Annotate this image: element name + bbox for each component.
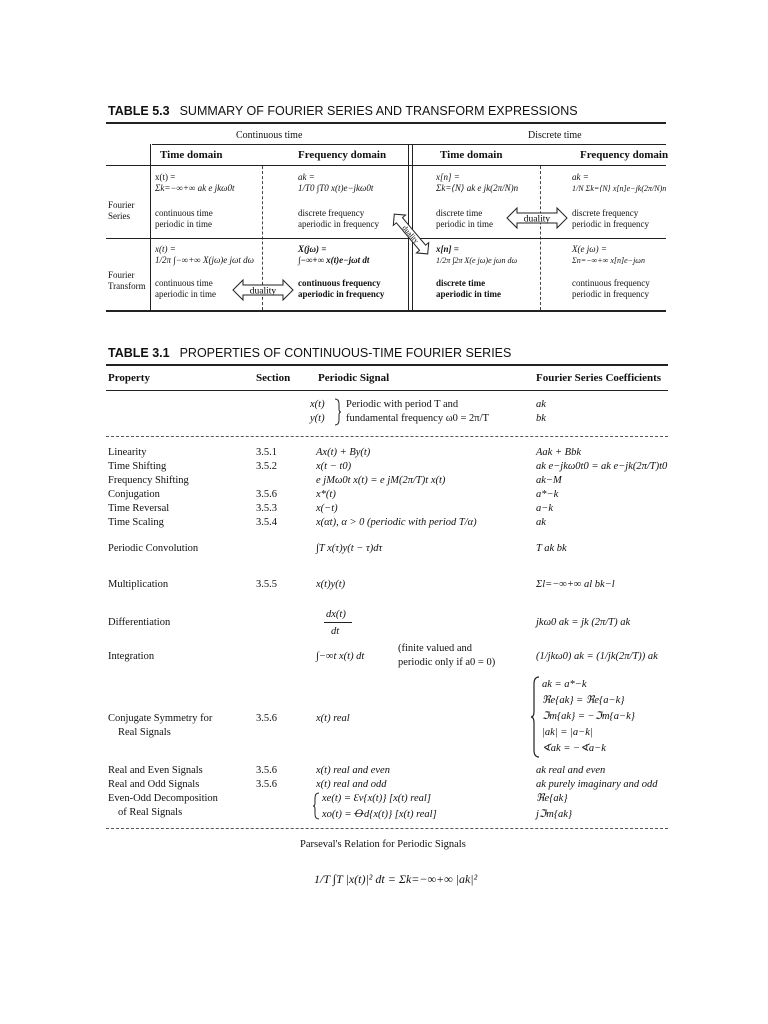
integration-note2: periodic only if a0 = 0)	[398, 657, 496, 668]
real-odd-section: 3.5.6	[256, 779, 277, 790]
table-3-1-header-rule	[106, 390, 668, 391]
fs-ct-freq-eq2: 1/T0 ∫T0 x(t)e−jkω0t	[298, 183, 374, 193]
multiplication-signal: x(t)y(t)	[316, 579, 346, 590]
dashed-separator-bottom	[106, 828, 668, 829]
row-section: 3.5.1	[256, 447, 277, 458]
ft-ct-time-desc1: continuous time	[155, 278, 213, 288]
row-section: 3.5.6	[256, 489, 277, 500]
row-property: Conjugation	[108, 489, 160, 500]
even-odd-signal-line2: xo(t) = Ꝋd{x(t)} [x(t) real]	[322, 809, 437, 820]
even-odd-brace	[312, 792, 320, 820]
even-odd-coeff-line1: ℜe{ak}	[536, 793, 568, 804]
fs-ct-time-desc1: continuous time	[155, 208, 213, 218]
fs-dt-time-eq1: x[n] =	[436, 172, 460, 182]
duality-label-dt: duality	[523, 214, 551, 225]
def-brace	[334, 398, 342, 426]
table-3-1-caption: PROPERTIES OF CONTINUOUS-TIME FOURIER SERIES	[179, 346, 512, 360]
col-section: Section	[256, 372, 291, 384]
ft-dt-time-cell	[436, 244, 538, 300]
def-text-line1: Periodic with period T and	[346, 399, 459, 410]
integration-note1: (finite valued and	[398, 643, 473, 654]
ft-ct-freq-eq2: ∫−∞+∞ x(t)e−jωt dt	[298, 255, 370, 265]
fs-ct-time-eq1: x(t) =	[155, 172, 176, 182]
table-3-1-top-rule	[106, 364, 668, 366]
row-section: 3.5.2	[256, 461, 277, 472]
row-label-ft-line1: Fourier	[108, 270, 135, 280]
conj-symmetry-coeff-1: ak = a*−k	[542, 679, 587, 690]
conj-symmetry-coeff-4: |ak| = |a−k|	[542, 727, 593, 738]
row-label-fs-line1: Fourier	[108, 200, 135, 210]
integration-property: Integration	[108, 651, 155, 662]
row-label-ft-line2: Transform	[108, 281, 146, 291]
row-label-fourier-series	[108, 200, 135, 222]
real-even-coeff: ak real and even	[536, 765, 606, 776]
periodic-convolution-coeff: T ak bk	[536, 543, 567, 554]
row-signal: x(−t)	[316, 503, 338, 514]
conj-symmetry-coeff-3: ℑm{ak} = −ℑm{a−k}	[542, 711, 635, 722]
fs-dt-freq-eq1: ak =	[572, 172, 589, 182]
dt-time-domain-header: Time domain	[440, 149, 503, 161]
row-property: Time Scaling	[108, 517, 164, 528]
fs-dt-time-desc2: periodic in time	[436, 219, 493, 229]
fs-ct-freq-eq1: ak =	[298, 172, 315, 182]
def-ak: ak	[536, 399, 546, 410]
conj-symmetry-property-line1: Conjugate Symmetry for	[108, 713, 213, 724]
row-label-fs-line2: Series	[108, 211, 130, 221]
real-even-section: 3.5.6	[256, 765, 277, 776]
ft-dt-frequency-cell	[572, 244, 668, 300]
row-signal: e jMω0t x(t) = e jM(2π/T)t x(t)	[316, 475, 446, 486]
conj-symmetry-brace	[530, 676, 540, 758]
differentiation-coeff: jkω0 ak = jk (2π/T) ak	[536, 617, 631, 628]
conj-symmetry-signal: x(t) real	[316, 713, 350, 724]
table-3-1-number: TABLE 3.1	[108, 346, 170, 360]
ft-dt-freq-eq1: X(e jω) =	[572, 244, 607, 254]
row-property: Time Shifting	[108, 461, 167, 472]
ct-frequency-domain-header: Frequency domain	[298, 149, 387, 161]
fs-dt-frequency-cell	[572, 172, 668, 230]
multiplication-section: 3.5.5	[256, 579, 277, 590]
fs-ft-row-rule	[106, 238, 666, 239]
row-signal: x(t − t0)	[316, 461, 352, 472]
table-5-3-caption: SUMMARY OF FOURIER SERIES AND TRANSFORM EXPRESSIONS	[179, 104, 578, 118]
even-odd-property-line1: Even-Odd Decomposition	[108, 793, 218, 804]
dt-frequency-domain-header: Frequency domain	[580, 149, 669, 161]
periodic-convolution-property: Periodic Convolution	[108, 543, 199, 554]
real-odd-signal: x(t) real and odd	[316, 779, 387, 790]
ft-dt-time-eq1: x[n] =	[436, 244, 459, 254]
ft-ct-time-eq1: x(t) =	[155, 244, 176, 254]
ft-dt-freq-desc2: periodic in frequency	[572, 289, 649, 299]
def-text-line2: fundamental frequency ω0 = 2π/T	[346, 413, 489, 424]
row-coeff: Aak + Bbk	[536, 447, 581, 458]
ft-ct-freq-desc2: aperiodic in frequency	[298, 289, 385, 299]
multiplication-property: Multiplication	[108, 579, 169, 590]
ft-ct-time-desc2: aperiodic in time	[155, 289, 216, 299]
row-label-divider	[150, 144, 151, 310]
fs-dt-time-eq2: Σk=⟨N⟩ ak e jk(2π/N)n	[436, 183, 519, 193]
integration-signal: ∫−∞t x(t) dt	[316, 651, 365, 662]
row-signal: x*(t)	[316, 489, 336, 500]
even-odd-coeff-line2: jℑm{ak}	[536, 809, 573, 820]
discrete-time-header: Discrete time	[528, 130, 582, 141]
def-x: x(t)	[310, 399, 325, 410]
fs-ct-time-eq2: Σk=−∞+∞ ak e jkω0t	[155, 183, 235, 193]
def-y: y(t)	[310, 413, 325, 424]
row-coeff: ak e−jkω0t0 = ak e−jk(2π/T)t0	[536, 461, 668, 472]
fs-ct-time-desc2: periodic in time	[155, 219, 212, 229]
fs-dt-freq-eq2: 1/N Σk=⟨N⟩ x[n]e−jk(2π/N)n	[572, 184, 667, 193]
row-property: Linearity	[108, 447, 147, 458]
periodic-convolution-signal: ∫T x(τ)y(t − τ)dτ	[316, 543, 383, 554]
conj-symmetry-section: 3.5.6	[256, 713, 277, 724]
table-3-1-title	[108, 346, 511, 360]
table-5-3-number: TABLE 5.3	[108, 104, 170, 118]
ft-dt-freq-desc1: continuous frequency	[572, 278, 650, 288]
ct-time-domain-header: Time domain	[160, 149, 223, 161]
row-property: Time Reversal	[108, 503, 170, 514]
ft-dt-time-eq2: 1/2π ∫2π X(e jω)e jωn dω	[436, 256, 518, 265]
row-label-fourier-transform	[108, 270, 146, 292]
row-coeff: ak	[536, 517, 546, 528]
row-signal: Ax(t) + By(t)	[316, 447, 371, 458]
row-section: 3.5.4	[256, 517, 277, 528]
row-coeff: a−k	[536, 503, 553, 514]
even-odd-signal-line1: xe(t) = Ɛv{x(t)} [x(t) real]	[322, 793, 431, 804]
table-5-3-bottom-rule	[106, 310, 666, 312]
ft-ct-time-eq2: 1/2π ∫−∞+∞ X(jω)e jωt dω	[155, 255, 255, 265]
duality-label-ct: duality	[249, 286, 277, 297]
conj-symmetry-coeff-2: ℜe{ak} = ℜe{a−k}	[542, 695, 625, 706]
conj-symmetry-property-line2: Real Signals	[118, 727, 171, 738]
fs-ct-freq-desc1: discrete frequency	[298, 208, 365, 218]
ft-ct-freq-desc1: continuous frequency	[298, 278, 381, 288]
real-odd-property: Real and Odd Signals	[108, 779, 200, 790]
differentiation-numerator: dx(t)	[326, 609, 346, 620]
real-even-property: Real and Even Signals	[108, 765, 203, 776]
ft-dt-freq-eq2: Σn=−∞+∞ x[n]e−jωn	[572, 256, 645, 265]
ft-dt-time-desc1: discrete time	[436, 278, 486, 288]
table-5-3-header-rule	[106, 165, 666, 166]
row-coeff: a*−k	[536, 489, 559, 500]
ft-dt-time-desc2: aperiodic in time	[436, 289, 501, 299]
col-periodic-signal: Periodic Signal	[318, 372, 390, 384]
row-property: Frequency Shifting	[108, 475, 189, 486]
differentiation-fraction-bar	[324, 622, 352, 623]
row-section: 3.5.3	[256, 503, 277, 514]
duality-label-diagonal: duality	[400, 223, 421, 246]
duality-arrow-diagonal	[388, 212, 434, 256]
differentiation-denominator: dt	[331, 626, 340, 637]
table-5-3-title	[108, 104, 578, 118]
row-signal: x(αt), α > 0 (periodic with period T/α)	[316, 517, 477, 528]
duality-arrow-dt	[506, 206, 568, 230]
real-odd-coeff: ak purely imaginary and odd	[536, 779, 658, 790]
fs-ct-freq-desc2: aperiodic in frequency	[298, 219, 379, 229]
continuous-time-header: Continuous time	[236, 130, 303, 141]
fs-ct-time-cell	[155, 172, 260, 230]
dashed-separator-top	[106, 436, 668, 437]
duality-arrow-ct	[232, 278, 294, 302]
ft-ct-freq-eq1: X(jω) =	[298, 244, 327, 254]
table-5-3-top-rule	[106, 122, 666, 124]
table-5-3-sub-rule	[152, 144, 666, 145]
fs-dt-time-desc1: discrete time	[436, 208, 483, 218]
parseval-equation: 1/T ∫T |x(t)|² dt = Σk=−∞+∞ |ak|²	[314, 872, 478, 886]
even-odd-property-line2: of Real Signals	[118, 807, 183, 818]
differentiation-property: Differentiation	[108, 617, 171, 628]
parseval-title: Parseval's Relation for Periodic Signals	[300, 839, 466, 850]
conj-symmetry-coeff-5: ∢ak = −∢a−k	[542, 743, 606, 754]
row-coeff: ak−M	[536, 475, 562, 486]
fs-dt-freq-desc2: periodic in frequency	[572, 219, 649, 229]
col-fourier-coefficients: Fourier Series Coefficients	[536, 372, 662, 384]
real-even-signal: x(t) real and even	[316, 765, 390, 776]
multiplication-coeff: Σl=−∞+∞ al bk−l	[536, 579, 615, 590]
fs-dt-freq-desc1: discrete frequency	[572, 208, 639, 218]
integration-coeff: (1/jkω0) ak = (1/jk(2π/T)) ak	[536, 651, 658, 662]
col-property: Property	[108, 372, 150, 384]
def-bk: bk	[536, 413, 546, 424]
